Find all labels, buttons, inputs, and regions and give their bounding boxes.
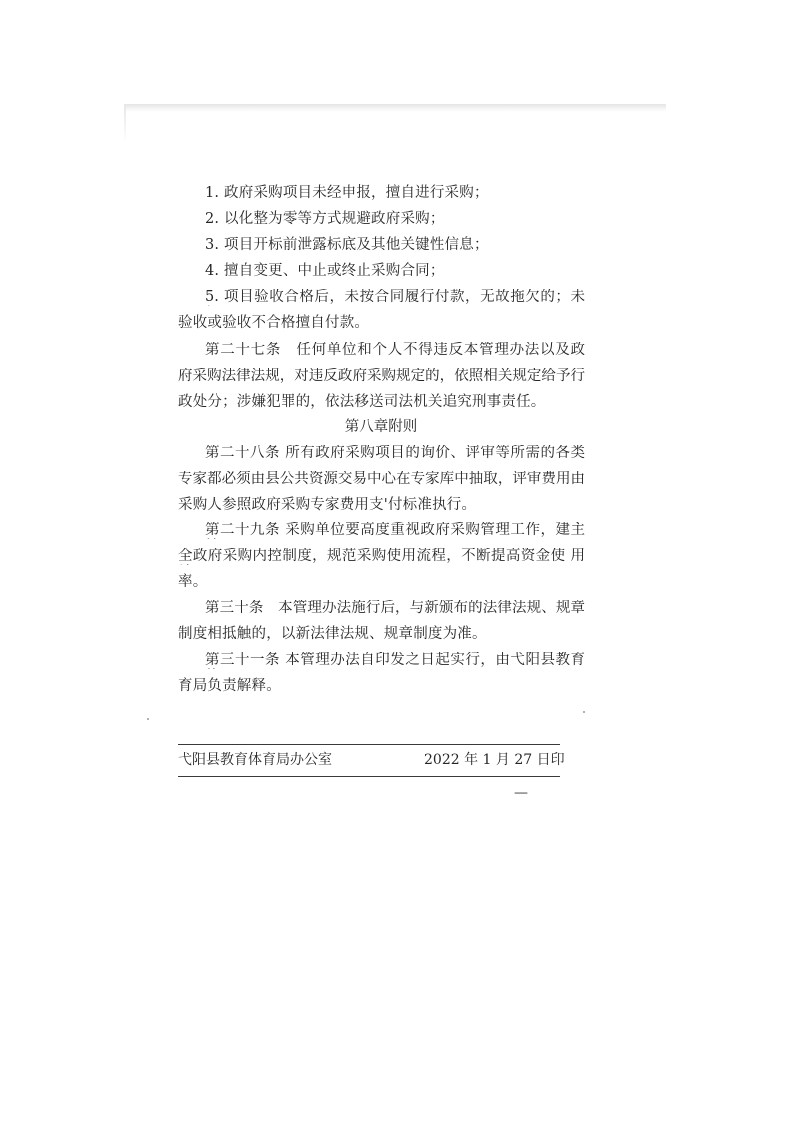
- article-31-cont: 育局负责解释。: [178, 678, 281, 694]
- article-27-cont-2: 政处分；涉嫌犯罪的，依法移送司法机关追究刑事责任。: [178, 394, 546, 410]
- article-30-cont: 制度相抵触的，以新法律法规、规章制度为准。: [178, 626, 487, 642]
- list-item-5-cont: 验收或验收不合格擅自付款。: [178, 315, 370, 331]
- article-29-cont-1: 全政府采购内控制度，规范采购使用流程，不断提高资金使 用: [178, 548, 585, 564]
- list-item-5: 5. 项目验收合格后，未按合同履行付款，无故拖欠的；未: [205, 289, 585, 305]
- article-28-cont-1: 专家都必须由县公共资源交易中心在专家库中抽取，评审费用由: [178, 471, 585, 487]
- footer-print-date: 2022 年 1 月 27 日印: [424, 752, 565, 768]
- page-mark: —: [514, 785, 528, 801]
- list-item-3: 3. 项目开标前泄露标底及其他关键性信息；: [205, 237, 489, 253]
- list-item-1: 1. 政府采购项目未经申报，擅自进行采购；: [205, 185, 489, 201]
- footer-rule-bottom: [178, 776, 560, 777]
- list-item-2: 2. 以化整为零等方式规避政府采购；: [205, 211, 445, 227]
- scan-speck: [583, 711, 585, 713]
- list-item-4: 4. 擅自变更、中止或终止采购合同；: [205, 263, 445, 279]
- article-29-cont-2: 率。: [178, 574, 208, 590]
- footer-rule-top: [178, 744, 560, 745]
- article-27-cont-1: 府采购法律法规，对违反政府采购规定的，依照相关规定给予行: [178, 368, 585, 384]
- scan-edge: [124, 104, 666, 112]
- chapter-heading: 第八章附则: [344, 419, 418, 435]
- article-28-cont-2: 采购人参照政府采购专家费用支'付标准执行。: [178, 497, 477, 513]
- article-27: 第二十七条 任何单位和个人不得违反本管理办法以及政: [205, 342, 585, 358]
- article-28: 第二十八条 所有政府采购项目的询价、评审等所需的各类: [205, 445, 585, 461]
- article-30: 第三十条 本管理办法施行后，与新颁布的法律法规、规章: [205, 600, 585, 616]
- article-31: 第三十一条 本管理办法自印发之日起实行，由弋阳县教育: [205, 652, 585, 668]
- scan-speck: [147, 718, 149, 720]
- footer-issuer: 弋阳县教育体育局办公室: [178, 752, 332, 768]
- scan-edge-left: [124, 104, 126, 144]
- article-29: 第二十九条 采购单位要高度重视政府采购管理工作，建主: [205, 522, 585, 538]
